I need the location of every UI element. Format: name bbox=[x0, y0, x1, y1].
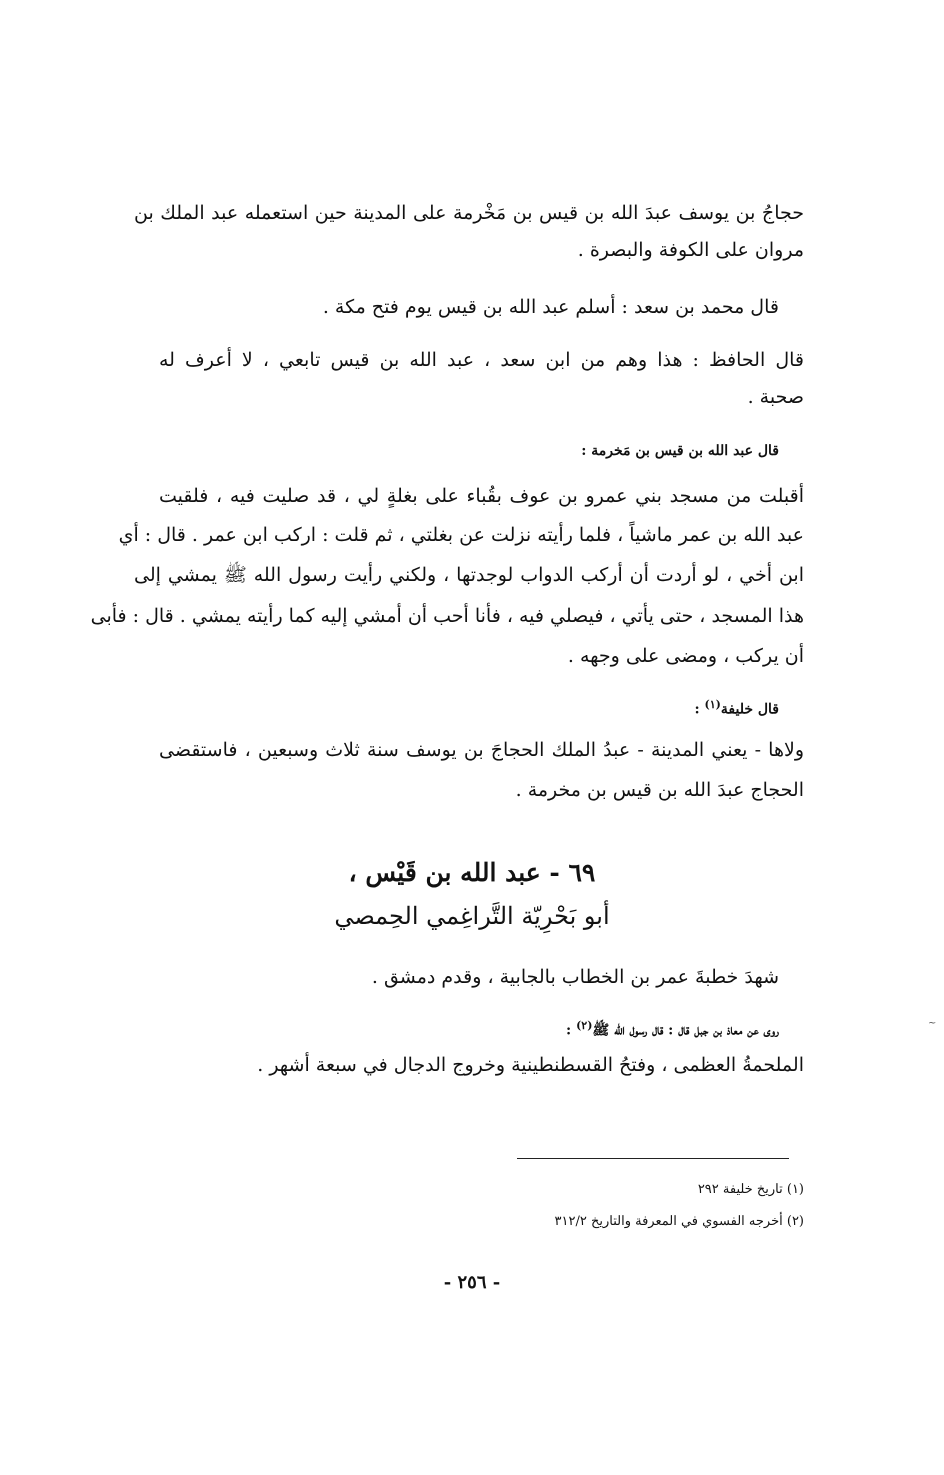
page-number: - ٢٥٦ - bbox=[443, 1272, 501, 1293]
paragraph-line: ابن أخي ، لو أردت أن أركب الدواب لوجدتها ، ولكني رأيت رسول الله ﷺ يمشي إلى bbox=[134, 564, 804, 586]
paragraph-line: قال محمد بن سعد : أسلم عبد الله بن قيس يوم فتح مكة . bbox=[322, 296, 779, 318]
footnote-ref: (٢) bbox=[576, 1019, 593, 1032]
footnote: (١) تاريخ خليفة ٢٩٢ bbox=[697, 1182, 804, 1197]
footnote: (٢) أخرجه الفسوي في المعرفة والتاريخ ٣١٢/٢ bbox=[554, 1214, 804, 1229]
paragraph-line: الملحمةُ العظمى ، وفتحُ القسطنطينية وخروج الدجال في سبعة أشهر . bbox=[257, 1054, 804, 1076]
paragraph-line: أن يركب ، ومضى على وجهه . bbox=[567, 645, 804, 667]
section-label: قال عبد الله بن قيس بن مَخرمة : bbox=[581, 443, 779, 459]
paragraph-line: أقبلت من مسجد بني عمرو بن عوف بقُباء على بغلةٍ لي ، قد صليت فيه ، فلقيت bbox=[159, 485, 804, 507]
label-colon: : bbox=[694, 701, 705, 718]
paragraph-line: الحجاج عبدَ الله بن قيس بن مخرمة . bbox=[515, 779, 804, 801]
footnote-divider bbox=[517, 1158, 789, 1159]
paragraph-line: عبد الله بن عمر ماشياً ، فلما رأيته نزلت عن بغلتي ، ثم قلت : اركب ابن عمر . قال : أي bbox=[118, 524, 804, 546]
paragraph-line: شهدَ خطبةَ عمر بن الخطاب بالجابية ، وقدم دمشق . bbox=[371, 966, 779, 988]
entry-heading: ٦٩ - عبد الله بن قَيْس ، bbox=[348, 858, 596, 887]
paragraph-line: صحبة . bbox=[747, 386, 804, 408]
paragraph-line: مروان على الكوفة والبصرة . bbox=[577, 239, 804, 261]
label-text: قال خليفة bbox=[720, 701, 779, 718]
margin-mark: ~ bbox=[928, 1018, 937, 1029]
section-label bbox=[694, 694, 779, 721]
entry-subheading: أبو بَحْرِيّة التَّراغِمي الحِمصي bbox=[334, 902, 610, 930]
paragraph-line: قال الحافظ : هذا وهم من ابن سعد ، عبد الله بن قيس تابعي ، لا أعرف له bbox=[159, 349, 804, 371]
label-colon: : bbox=[566, 1022, 577, 1039]
footnote-ref: (١) bbox=[704, 698, 721, 711]
paragraph-line: حجاجُ بن يوسف عبدَ الله بن قيس بن مَخْرمة على المدينة حين استعمله عبد الملك بن bbox=[134, 202, 804, 224]
section-label bbox=[566, 1015, 779, 1042]
paragraph-line: هذا المسجد ، حتى يأتي ، فيصلي فيه ، فأنا أحب أن أمشي إليه كما رأيته يمشي . قال : فأبى bbox=[90, 605, 804, 627]
label-text: روى عن معاذ بن جبل قال : قال رسول الله ﷺ bbox=[592, 1022, 779, 1039]
paragraph-line: ولاها - يعني المدينة - عبدُ الملك الحجاجَ بن يوسف سنة ثلاث وسبعين ، فاستقضى bbox=[159, 739, 804, 761]
